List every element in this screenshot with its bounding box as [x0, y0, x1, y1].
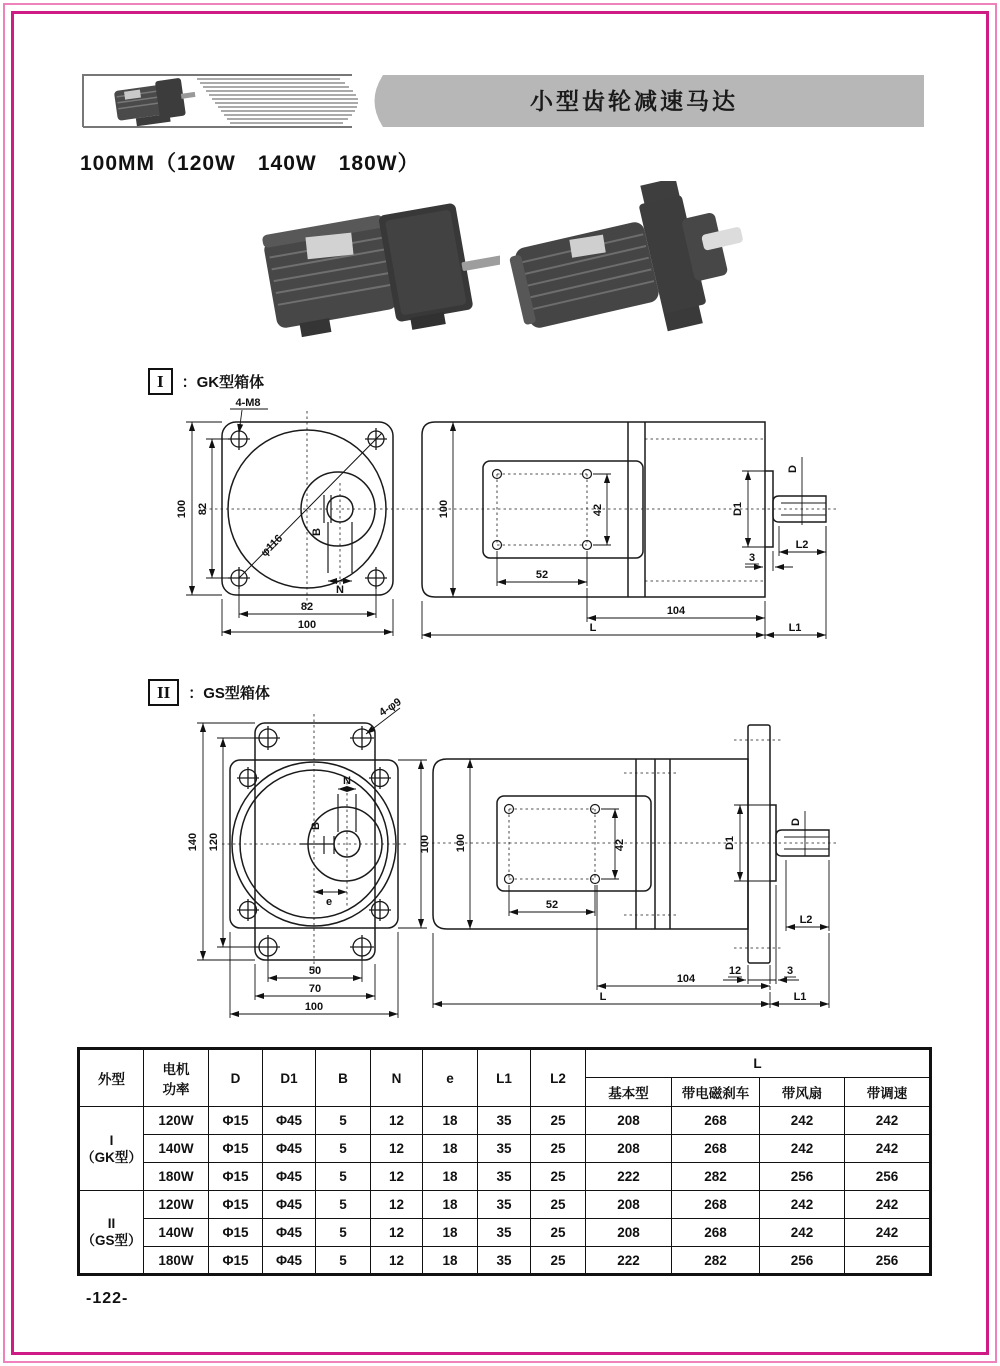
dim-label: B	[311, 528, 323, 536]
col-header-d: D	[209, 1049, 263, 1107]
dim-label: N	[336, 584, 344, 596]
dim-label: 42	[614, 838, 626, 852]
group-name-roman: II	[107, 1216, 116, 1231]
col-header-power-line2: 功率	[162, 1082, 190, 1097]
gk-front-dims	[186, 409, 393, 636]
col-subheader-basic: 基本型	[586, 1078, 672, 1107]
gs-front-view	[222, 714, 408, 972]
product-photo-left	[252, 190, 500, 358]
col-header-e: e	[423, 1049, 478, 1107]
section-title: 100MM（120W 140W 180W）	[80, 152, 420, 175]
group-name-type: （GS型）	[81, 1233, 142, 1248]
drawing1-roman-box: I	[148, 368, 173, 395]
dim-label: L2	[795, 539, 809, 551]
dim-label: 100	[304, 1001, 324, 1013]
cell-b: 5	[316, 1219, 371, 1247]
dim-label: 100	[438, 499, 450, 519]
cell-e: 18	[423, 1191, 478, 1219]
col-header-l1: L1	[478, 1049, 531, 1107]
cell-power: 120W	[144, 1107, 209, 1135]
spec-table	[77, 1047, 932, 1276]
cell-b: 5	[316, 1135, 371, 1163]
dim-label: L2	[799, 914, 813, 926]
table-row	[79, 1107, 931, 1135]
cell-fan: 242	[760, 1191, 845, 1219]
cell-l1: 35	[478, 1163, 531, 1191]
cell-l2: 25	[531, 1163, 586, 1191]
col-header-b: B	[316, 1049, 371, 1107]
page-header	[82, 74, 925, 128]
cell-brake: 282	[672, 1163, 760, 1191]
group-cell-gs	[79, 1191, 144, 1275]
gk-side-view	[410, 422, 838, 597]
table-row	[79, 1191, 931, 1219]
cell-power: 120W	[144, 1191, 209, 1219]
cell-n: 12	[371, 1191, 423, 1219]
cell-basic: 208	[586, 1135, 672, 1163]
table-row	[79, 1219, 931, 1247]
cell-e: 18	[423, 1163, 478, 1191]
gk-side-dim-labels	[438, 465, 808, 634]
cell-b: 5	[316, 1163, 371, 1191]
cell-d: Φ15	[209, 1135, 263, 1163]
dim-label: 52	[545, 899, 559, 911]
col-header-power-line1: 电机	[162, 1062, 190, 1077]
col-header-l-group: L	[586, 1049, 931, 1078]
cell-e: 18	[423, 1135, 478, 1163]
cell-d: Φ15	[209, 1163, 263, 1191]
group-name-roman: I	[109, 1132, 114, 1148]
page-number: -122-	[86, 1290, 129, 1307]
cell-fan: 242	[760, 1219, 845, 1247]
cell-d: Φ15	[209, 1107, 263, 1135]
cell-brake: 268	[672, 1191, 760, 1219]
cell-basic: 208	[586, 1107, 672, 1135]
drawing-gs	[138, 696, 898, 1041]
cell-power: 140W	[144, 1135, 209, 1163]
cell-speed: 242	[845, 1191, 931, 1219]
cell-fan: 256	[760, 1247, 845, 1275]
group-name-type: （GK型）	[81, 1149, 142, 1165]
dim-label: 100	[419, 834, 431, 854]
dim-label: L1	[793, 991, 807, 1003]
drawing1-caption: ：GK型箱体	[181, 374, 265, 391]
cell-n: 12	[371, 1107, 423, 1135]
drawing2-roman-box: II	[148, 679, 179, 706]
cell-e: 18	[423, 1219, 478, 1247]
drawing-gk	[138, 395, 898, 655]
drawing1-label	[148, 368, 264, 395]
cell-speed: 256	[845, 1247, 931, 1275]
cell-d1: Φ45	[263, 1219, 316, 1247]
dim-label: 100	[176, 499, 188, 519]
cell-l1: 35	[478, 1191, 531, 1219]
cell-l2: 25	[531, 1135, 586, 1163]
cell-l1: 35	[478, 1219, 531, 1247]
col-subheader-speed: 带调速	[845, 1078, 931, 1107]
dim-label: L	[589, 622, 597, 634]
dim-label: N	[343, 775, 351, 787]
cell-basic: 208	[586, 1219, 672, 1247]
cell-basic: 208	[586, 1191, 672, 1219]
dim-label: 12	[728, 965, 742, 977]
cell-brake: 268	[672, 1107, 760, 1135]
cell-b: 5	[316, 1191, 371, 1219]
cell-brake: 282	[672, 1247, 760, 1275]
header-banner	[82, 74, 925, 130]
cell-d1: Φ45	[263, 1135, 316, 1163]
dim-label: 52	[535, 569, 549, 581]
drawing2-caption: ：GS型箱体	[188, 685, 270, 702]
cell-fan: 242	[760, 1107, 845, 1135]
col-subheader-fan: 带风扇	[760, 1078, 845, 1107]
dim-label: 82	[197, 502, 209, 516]
cell-d1: Φ45	[263, 1163, 316, 1191]
cell-speed: 256	[845, 1163, 931, 1191]
cell-n: 12	[371, 1135, 423, 1163]
dim-label: D1	[732, 501, 744, 517]
cell-l2: 25	[531, 1247, 586, 1275]
cell-l2: 25	[531, 1107, 586, 1135]
col-header-d1: D1	[263, 1049, 316, 1107]
table-row	[79, 1135, 931, 1163]
gs-side-view	[421, 725, 838, 963]
speed-lines	[197, 79, 358, 123]
dim-label: 104	[676, 973, 696, 985]
dim-label: 140	[187, 832, 199, 852]
dim-label: 3	[748, 552, 756, 564]
cell-b: 5	[316, 1247, 371, 1275]
cell-e: 18	[423, 1107, 478, 1135]
cell-d1: Φ45	[263, 1191, 316, 1219]
cell-e: 18	[423, 1247, 478, 1275]
cell-n: 12	[371, 1163, 423, 1191]
cell-speed: 242	[845, 1219, 931, 1247]
dim-label: D	[790, 818, 802, 826]
banner-title: 小型齿轮减速马达	[530, 88, 738, 114]
product-photo-right	[506, 181, 752, 351]
dim-label: 50	[308, 965, 322, 977]
cell-n: 12	[371, 1219, 423, 1247]
cell-speed: 242	[845, 1107, 931, 1135]
dim-label: 82	[300, 601, 314, 613]
cell-l2: 25	[531, 1191, 586, 1219]
dim-label: 4-M8	[235, 397, 261, 409]
col-header-n: N	[371, 1049, 423, 1107]
cell-d: Φ15	[209, 1191, 263, 1219]
dim-label: 3	[786, 965, 794, 977]
cell-brake: 268	[672, 1219, 760, 1247]
dim-label: D1	[724, 835, 736, 851]
dim-label: φ116	[258, 532, 286, 560]
cell-n: 12	[371, 1247, 423, 1275]
table-row	[79, 1247, 931, 1275]
col-header-power	[144, 1049, 209, 1107]
cell-d: Φ15	[209, 1219, 263, 1247]
group-cell-gk	[79, 1107, 144, 1191]
cell-fan: 256	[760, 1163, 845, 1191]
dim-label: 100	[297, 619, 317, 631]
cell-l2: 25	[531, 1219, 586, 1247]
cell-d: Φ15	[209, 1247, 263, 1275]
header-motor-icon	[113, 76, 198, 129]
dim-label: 120	[208, 832, 220, 852]
dim-label: 104	[666, 605, 686, 617]
cell-l1: 35	[478, 1107, 531, 1135]
col-header-l2: L2	[531, 1049, 586, 1107]
dim-label: B	[310, 822, 322, 830]
dim-label: L1	[788, 622, 802, 634]
gk-front-dim-labels	[176, 397, 344, 631]
dim-label: 4-φ9	[377, 696, 404, 719]
cell-power: 180W	[144, 1247, 209, 1275]
col-header-shape: 外型	[79, 1049, 144, 1107]
dim-label: 42	[592, 503, 604, 517]
col-subheader-brake: 带电磁刹车	[672, 1078, 760, 1107]
cell-l1: 35	[478, 1135, 531, 1163]
dim-label: 100	[455, 833, 467, 853]
cell-basic: 222	[586, 1247, 672, 1275]
dim-label: e	[325, 896, 333, 908]
dim-label: 70	[308, 983, 322, 995]
cell-fan: 242	[760, 1135, 845, 1163]
table-row	[79, 1163, 931, 1191]
dim-label: L	[599, 991, 607, 1003]
cell-basic: 222	[586, 1163, 672, 1191]
cell-b: 5	[316, 1107, 371, 1135]
cell-brake: 268	[672, 1135, 760, 1163]
cell-power: 180W	[144, 1163, 209, 1191]
cell-l1: 35	[478, 1247, 531, 1275]
dim-label: D	[787, 465, 799, 473]
cell-power: 140W	[144, 1219, 209, 1247]
cell-speed: 242	[845, 1135, 931, 1163]
cell-d1: Φ45	[263, 1247, 316, 1275]
cell-d1: Φ45	[263, 1107, 316, 1135]
